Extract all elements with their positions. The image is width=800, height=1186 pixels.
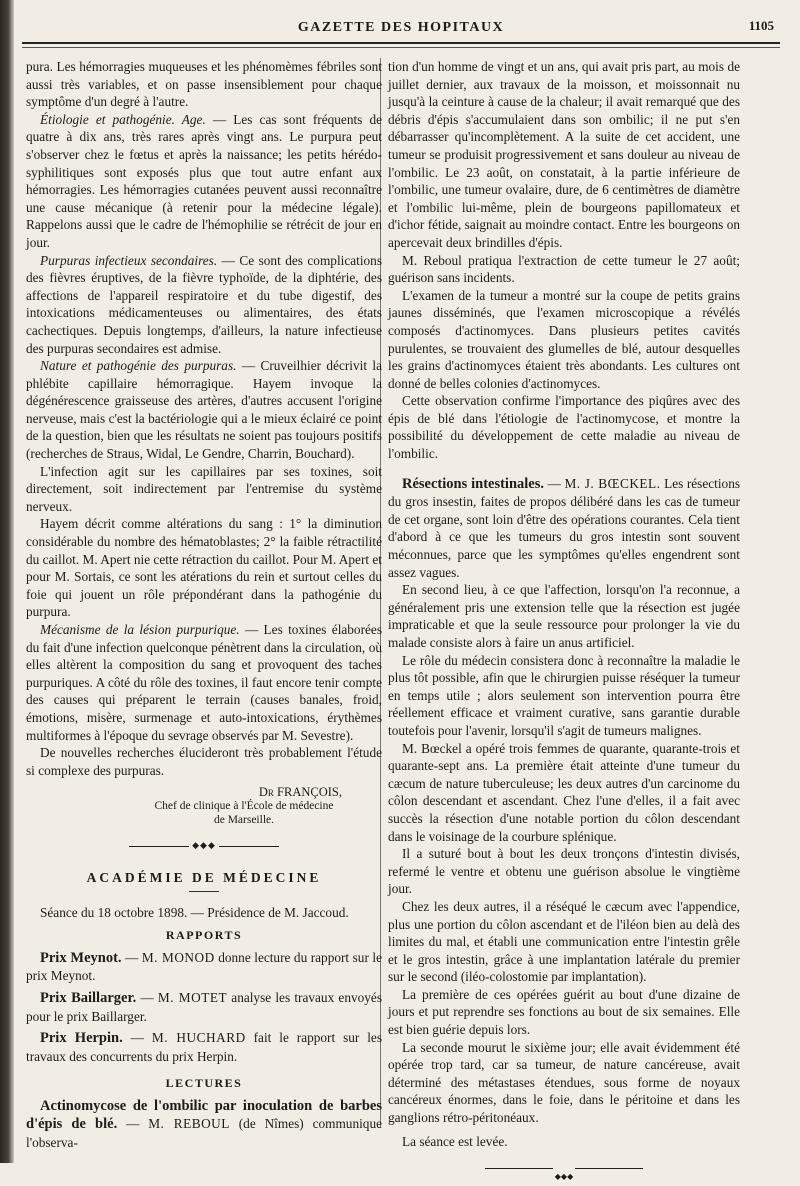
- paragraph: Chez les deux autres, il a réséqué le cæcum avec l'appendice, plus une portion du côlon ascendant et de l'iléon bien au delà des limites du mal, et établi une communication entre l'intestin grêle et le gros intestin, grâce à une implantation latérale du premier sur le second (iléo-colostomie par implantation).: [388, 898, 740, 985]
- subsection-heading: RAPPORTS: [165, 928, 243, 943]
- report-entry: Prix Baillarger. — M. MOTET analyse les travaux envoyés pour le prix Baillarger.: [26, 989, 382, 1024]
- paragraph-text: — Cruveilhier décrivit la phlébite capillaire hémorragique. Hayem invoque la dégénérescence graisseuse des artères, d'autres accusent l'origine nerveuse, mais c'est la bactériologie qui a le mieux éclairé ce point de la question, bien que les résultats ne soient pas toujours positifs (recherches de Straus, Widal, Le Gendre, Charrin, Bouchard).: [26, 358, 382, 462]
- paragraph-text: Les résections du gros insestin, faites de propos délibéré dans les cas de tumeur de cet organe, sont loin d'être des opérations courantes. Cela tient d'abord à ce que les tumeurs du gros intestin sont souvent méconnues, parce que les symptômes qu'elles engendrent sont assez vagues.: [388, 475, 741, 580]
- entry-author: M. MONOD: [141, 949, 215, 965]
- entry-author: M. REBOUL: [148, 1116, 230, 1132]
- paragraph-text: — Ce sont des complications des fièvres éruptives, de la fièvre typhoïde, de la diphtérie, des affections de l'appareil respiratoire et du tube digestif, des intoxications médicamenteuses ou alimentaires, des états cachectiques. Depuis longtemps, d'ailleurs, la nature infectieuse des purpuras secondaires est admise.: [26, 252, 382, 356]
- entry-lead: Résections intestinales.: [402, 475, 545, 492]
- entry-author: M. HUCHARD: [151, 1030, 246, 1046]
- left-column: [26, 58, 382, 1152]
- paragraph: pura. Les hémorragies muqueuses et les phénomèmes fébriles sont aussi très variables, et on passe insensiblement pour chaque symptôme d'un degré à l'autre.: [26, 59, 382, 110]
- entry-lead: Actinomycose de l'ombilic par inoculation de barbes d'épis de blé.: [26, 1097, 382, 1133]
- book-spine-shadow: [0, 0, 14, 1163]
- author-name: Dr FRANÇOIS,: [258, 785, 342, 800]
- entry-author: M. MOTET: [157, 989, 228, 1005]
- entry-author: M. J. BŒCKEL.: [564, 475, 661, 491]
- entry-text: analyse les travaux envoyés pour le prix Baillarger.: [26, 989, 382, 1024]
- header-rule: [22, 42, 780, 44]
- paragraph: [26, 252, 382, 358]
- entry-lead: Prix Baillarger.: [40, 989, 137, 1006]
- right-column: [388, 58, 740, 1186]
- page-number: 1105: [748, 18, 774, 33]
- report-entry: Prix Herpin. — M. HUCHARD fait le rapport sur les travaux des concurrents du prix Herpin.: [26, 1030, 383, 1064]
- session-line: Séance du 18 octobre 1898. — Présidence de M. Jaccoud.: [40, 904, 349, 920]
- running-title: GAZETTE DES HOPITAUX: [297, 20, 505, 35]
- author-affiliation: de Marseille.: [213, 814, 275, 827]
- paragraph-text: — Les cas sont fréquents de quatre à dix ans, très rares après vingt ans. Le purpura peut s'observer chez le fœtus et après la naissance; les petits hérédo-syphilitiques sont exposés plus que tout autre enfant aux hémorragies. Les hémorragies cutanées peuvent aussi reconnaître une cause mécanique (à retenir pour la médecine légale). Rappelons aussi que le cadre de l'hémophilie se rétrécit de jour en jour.: [26, 111, 382, 250]
- author-affiliation: Chef de clinique à l'École de médecine: [154, 800, 334, 813]
- entry-text: fait le rapport sur les travaux des concurrents du prix Herpin.: [26, 1030, 383, 1064]
- paragraph-heading: Étiologie et pathogénie. Age.: [40, 111, 206, 127]
- paragraph: M. Bœckel a opéré trois femmes de quarante, quarante-trois et quarante-sept ans. La première était atteinte d'une tumeur du cæcum de nature tuberculeuse; les deux autres d'un carcinome du côlon descendant et ascendant. Chez l'une d'elles, il a fait avec succès la résection d'une notable portion du côlon descendant dans le voisinage de la courbure splénique.: [388, 740, 740, 844]
- paragraph: En second lieu, à ce que l'affection, lorsqu'on l'a reconnue, a généralement pris une extension telle que la résection est jugée impraticable et que la seule ressource pour prolonger la vie du malade consiste alors à faire un anus artificiel.: [388, 582, 740, 650]
- paragraph-heading: Nature et pathogénie des purpuras.: [40, 358, 237, 374]
- paragraph: La première de ces opérées guérit au bout d'une dizaine de jours et put reprendre ses fonctions au bout de six semaines. Elle est bien guérie depuis lors.: [388, 986, 740, 1038]
- paragraph-heading: Purpuras infectieux secondaires.: [40, 252, 218, 268]
- entry-lead: Prix Meynot.: [40, 949, 122, 966]
- paragraph: [26, 357, 382, 463]
- paragraph: [26, 621, 382, 744]
- paragraph: Hayem décrit comme altérations du sang : 1° la diminution considérable du nombre des hématoblastes; 2° la faible rétractilité du caillot. M. Apert nie cette rétraction du caillot. Pour M. Apert et pour M. Sortais, ce sont les atérations du rein et surtout celles du foie qui jouent un rôle prépondérant dans la pathogénie du purpura.: [26, 516, 382, 620]
- signature-block: [26, 785, 382, 827]
- section-ornament: ◆◆◆: [26, 837, 382, 855]
- paragraph: Résections intestinales. — M. J. BŒCKEL. Les résections du gros insestin, faites de propos délibéré dans les cas de tumeur de cet organe, sont loin d'être des opérations courantes. Cela tient d'abord à ce que les tumeurs du gros intestin sont souvent méconnues, parce que les symptômes qu'elles engendrent sont assez vagues.: [388, 475, 741, 580]
- paragraph: Il a suturé bout à bout les deux tronçons d'intestin divisés, refermé le ventre et obtenu une guérison absolue le vingtième jour.: [388, 846, 740, 897]
- paragraph: M. Reboul pratiqua l'extraction de cette tumeur le 27 août; guérison sans incidents.: [388, 252, 740, 286]
- entry-lead: Prix Herpin.: [40, 1030, 123, 1047]
- header-rule-thin: [22, 47, 780, 48]
- report-entry: Prix Meynot. — M. MONOD donne lecture du rapport sur le prix Meynot.: [26, 949, 382, 984]
- closing-line: La séance est levée.: [402, 1133, 508, 1149]
- paragraph-heading: Mécanisme de la lésion purpurique.: [40, 622, 240, 637]
- paragraph: tion d'un homme de vingt et un ans, qui avait pris part, au mois de juillet dernier, aux travaux de la moisson, et moissonnait nu jusqu'à la ceinture à cause de la chaleur; il avait remarqué que des débris d'épis s'accumulaient dans son ombilic; il ne put s'en débarrasser qu'incomplètement. A la suite de cet accident, une tumeur se produisit progressivement et sans douleur au niveau de l'ombilic. Le 23 août, on constatait, à la partie inférieure de l'ombilic, une tumeur ovalaire, dure, de 6 centimètres de diamètre et l'ombilic lui-même, plein de bourgeons papillomateux et d'ichor fétide, saignait au moindre contact. Entre les bourgeons on apercevait deux brindilles d'épis.: [388, 59, 740, 250]
- entry-text: (de Nîmes) communique l'observa-: [26, 1116, 382, 1151]
- paragraph: L'infection agit sur les capillaires par ses toxines, soit directement, soit indirectement par l'entremise du système nerveux.: [26, 463, 382, 514]
- paragraph-text: — Les toxines élaborées du fait d'une infection quelconque pénètrent dans la circulation, où elles altèrent la composition du sang et provoquent des taches purpuriques. A côté du rôle des toxines, il faut encore tenir compte des causes qui préparent le terrain (causes banales, froid, émotions, misère, surmenage et auto-intoxications, érythèmes multiformes à l'époque du sevrage observés par M. Sevestre).: [26, 622, 382, 743]
- paragraph: L'examen de la tumeur a montré sur la coupe de petits grains jaunes disséminés, que l'examen microscopique a révélés composés d'actinomyces. Dans plusieurs petites cavités purulentes, se trouvaient des glumelles de blé, autour desquelles les grains d'actinomyces étaient très abondants. Les cultures ont donné de belles colonies d'actinomyces.: [388, 287, 740, 391]
- paragraph: Cette observation confirme l'importance des piqûres avec des épis de blé dans l'étiologie de l'actinomycose, et montre la possibilité du développement de cette maladie au niveau de l'ombilic.: [388, 393, 740, 462]
- lecture-entry: Actinomycose de l'ombilic par inoculation de barbes d'épis de blé. — M. REBOUL (de Nîmes) communique l'observa-: [26, 1097, 382, 1151]
- end-ornament: ◆◆◆: [388, 1168, 740, 1186]
- paragraph: La seconde mourut le sixième jour; elle avait évidemment été opérée trop tard, car sa tumeur, de nature cancéreuse, avait déterminé des métastases étendues, sous forme de noyaux cancéreux énormes, dans le foie, dans le péritoine et dans les ganglions rétro-péritonéaux.: [388, 1039, 740, 1126]
- paragraph: Le rôle du médecin consistera donc à reconnaître la maladie le plus tôt possible, afin que le chirurgien puisse réséquer la tumeur en temps utile ; alors seulement son intervention pourra être réellement efficace et vraiment curative, sans garantie durable toutefois pour l'avenir, lorsqu'il s'agit de tumeurs malignes.: [388, 652, 740, 738]
- paragraph: De nouvelles recherches élucideront très probablement l'étude si complexe des purpuras.: [26, 745, 382, 778]
- section-title: ACADÉMIE DE MÉDECINE: [86, 869, 322, 885]
- subsection-heading: LECTURES: [165, 1076, 243, 1091]
- paragraph: [26, 111, 382, 252]
- page-header: [22, 20, 780, 50]
- title-rule: [189, 891, 219, 892]
- entry-text: donne lecture du rapport sur le prix Meynot.: [26, 949, 382, 984]
